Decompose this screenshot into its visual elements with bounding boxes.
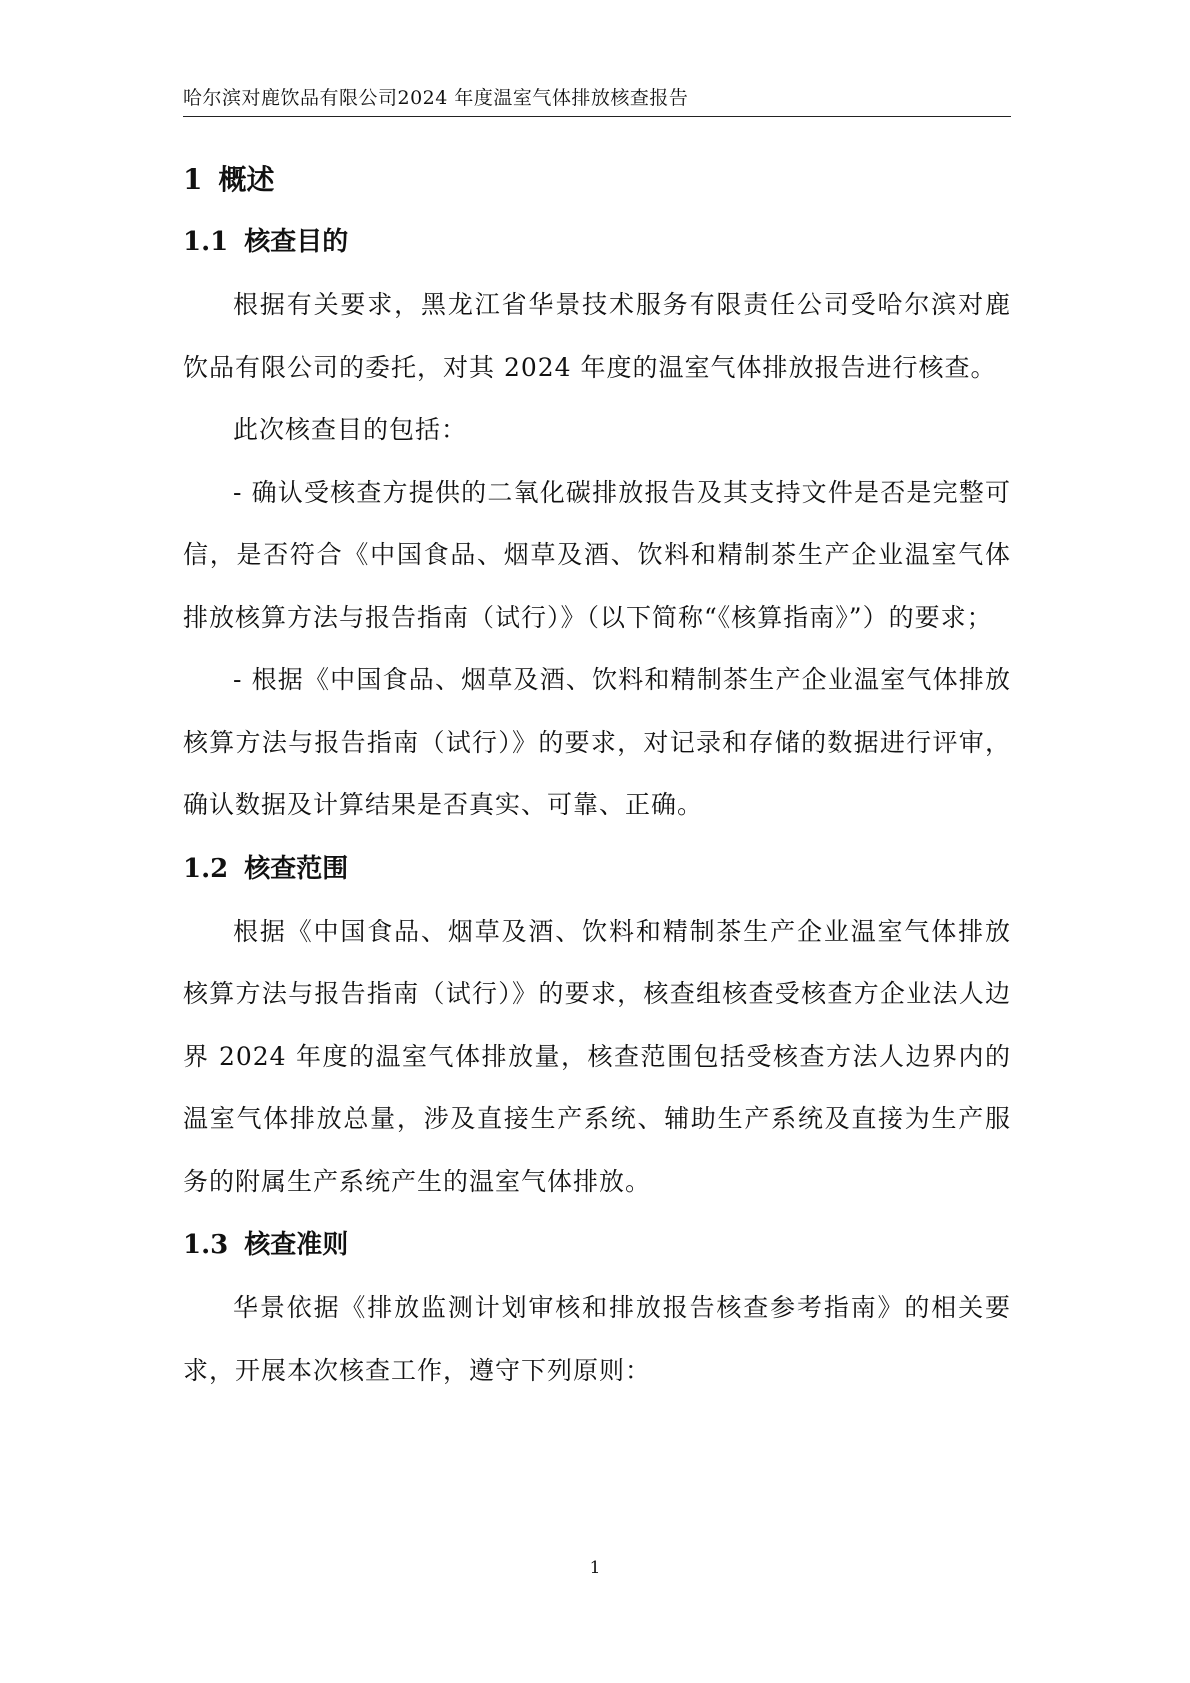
paragraph: 根据《中国食品、烟草及酒、饮料和精制茶生产企业温室气体排放核算方法与报告指南（试行）》的要求，核查组核查受核查方企业法人边界 2024 年度的温室气体排放量，核查范围包括受核查方法人边界内的温室气体排放总量，涉及直接生产系统、辅助生产系统及直接为生产服务的附属生产系统产生的温室气体排放。 [183,916,1011,1196]
header-rule [183,116,1011,117]
section-title: 概述 [218,163,275,196]
section-title: 核查准则 [244,1230,349,1260]
paragraph: 根据有关要求，黑龙江省华景技术服务有限责任公司受哈尔滨对鹿饮品有限公司的委托，对其 2024 年度的温室气体排放报告进行核查。 [183,290,1011,382]
paragraph: - 根据《中国食品、烟草及酒、饮料和精制茶生产企业温室气体排放核算方法与报告指南（试行）》的要求，对记录和存储的数据进行评审，确认数据及计算结果是否真实、可靠、正确。 [183,665,1011,819]
paragraph: - 确认受核查方提供的二氧化碳排放报告及其支持文件是否是完整可信，是否符合《中国食品、烟草及酒、饮料和精制茶生产企业温室气体排放核算方法与报告指南（试行）》（以下简称“《核算指南》”）的要求； [183,477,1011,632]
section-heading-1-1 [183,210,1011,274]
running-header: 哈尔滨对鹿饮品有限公司2024 年度温室气体排放核查报告 [183,87,689,109]
section-title: 核查范围 [244,853,349,884]
page-number: 1 [589,1558,601,1578]
section-heading-1 [183,150,1011,210]
page-content [183,150,1011,1402]
section-number: 1.2 [183,853,229,884]
section-heading-1-3 [183,1213,1011,1277]
section-number: 1.1 [183,227,229,257]
paragraph: 此次核查目的包括： [233,415,468,444]
section-number: 1 [183,163,203,196]
paragraph: 华景依据《排放监测计划审核和排放报告核查参考指南》的相关要求，开展本次核查工作，遵守下列原则： [183,1293,1011,1385]
section-title: 核查目的 [244,227,349,257]
section-heading-1-2 [183,837,1011,901]
section-number: 1.3 [183,1230,229,1260]
